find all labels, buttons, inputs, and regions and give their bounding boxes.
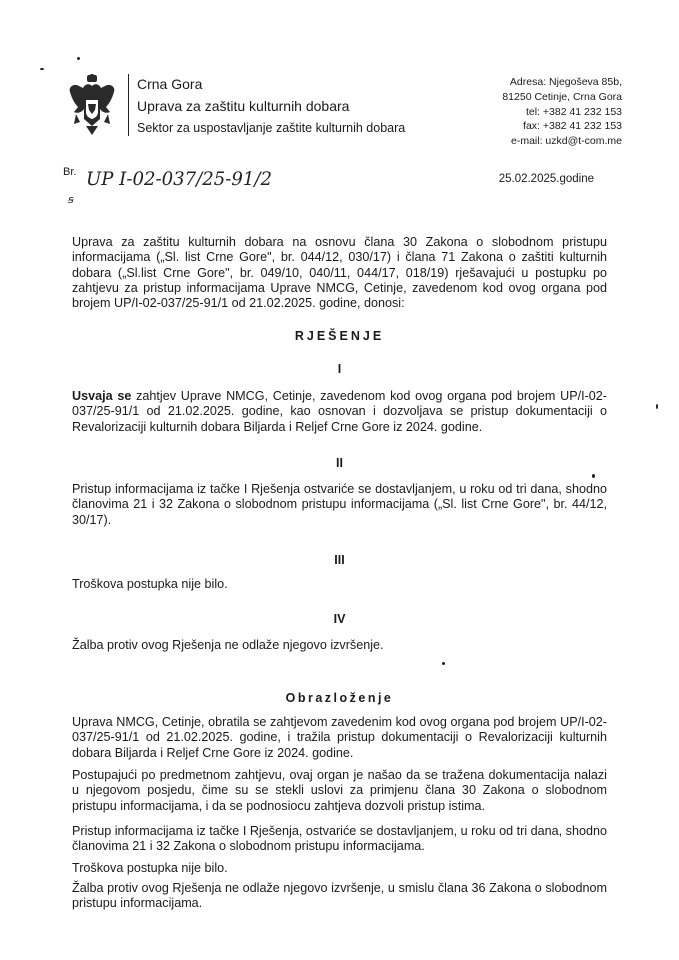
coat-of-arms-icon	[66, 74, 118, 136]
intro-paragraph: Uprava za zaštitu kulturnih dobara na osnovu člana 30 Zakona o slobodnom pristupu informacijama („Sl. list Crne Gore", br. 044/12, 030/17) i člana 71 Zakona o zaštiti kulturnih dobara („Sl.list Crne Gore", br. 049/10, 040/11, 044/17, 018/19) rješavajući u postupku po zahtjevu za pristup informacijama Uprave NMCG, Cetinje, zavedenom kod ovog organa pod brojem UP/I-02-037/25-91/1 od 21.02.2025. godine, donosi:	[72, 235, 607, 311]
section-numeral: II	[336, 456, 343, 470]
handwritten-registry-number	[84, 161, 274, 197]
header-agency: Uprava za zaštitu kulturnih dobara	[137, 98, 350, 114]
reasoning-paragraph: Troškova postupka nije bilo.	[72, 861, 228, 875]
section-text	[72, 389, 607, 435]
section-text: Žalba protiv ovog Rješenja ne odlaže njegovo izvršenje.	[72, 638, 384, 652]
section-body: zahtjev Uprave NMCG, Cetinje, zavedenom kod ovog organa pod brojem UP/I-02-037/25-91/1 od 21.02.2025. godine, kao osnovan i dozvoljava se pristup dokumentaciji o Revalorizaciji kulturnih dobara Biljarda i Reljef Crne Gore iz 2024. godine.	[72, 389, 607, 434]
reasoning-title: Obrazloženje	[285, 691, 394, 705]
phone-line: tel: +382 41 232 153	[525, 105, 622, 118]
reasoning-paragraph: Žalba protiv ovog Rješenja ne odlaže njegovo izvršenje, u smislu člana 36 Zakona o slobodnom pristupu informacijama.	[72, 881, 607, 911]
section-numeral: I	[337, 362, 342, 376]
registry-label: Br.	[63, 166, 77, 178]
fax-line: fax: +382 41 232 153	[523, 120, 622, 133]
header-country: Crna Gora	[137, 76, 203, 92]
section-text: Pristup informacijama iz tačke I Rješenja ostvariće se dostavljanjem, u roku od tri dana, shodno članovima 21 i 32 Zakona o slobodnom pristupu informacijama („Sl. list Crne Gore", br. 44/12, 30/17).	[72, 482, 607, 527]
scan-mark	[592, 474, 595, 478]
scan-mark	[656, 404, 658, 409]
section-numeral: III	[334, 553, 345, 567]
section-numeral: IV	[333, 612, 346, 626]
address-line: 81250 Cetinje, Crna Gora	[502, 90, 622, 103]
scan-mark	[77, 57, 80, 60]
document-date: 25.02.2025.godine	[498, 173, 594, 185]
header-sector: Sektor za uspostavljanje zaštite kulturnih dobara	[137, 121, 406, 135]
reasoning-paragraph: Uprava NMCG, Cetinje, obratila se zahtjevom zavedenim kod ovog organa pod brojem UP/I-02-037/25-91/1 od 21.02.2025. godine, i tražila pristup dokumentaciji o Revalorizaciji kulturnih dobara Biljarda i Reljef Crne Gore iz 2024. godine.	[72, 715, 607, 760]
scan-mark	[442, 662, 445, 665]
reasoning-paragraph: Postupajući po predmetnom zahtjevu, ovaj organ je našao da se tražena dokumentacija nalazi u njegovom posjedu, čime su se stekli uslovi za primjenu člana 30 Zakona o slobodnom pristupu informacijama, i da se podnosiocu zahtjeva dozvoli pristup istima.	[72, 768, 607, 813]
reasoning-paragraph: Pristup informacijama iz tačke I Rješenja, ostvariće se dostavljanjem, u roku od tri dana, shodno članovima 21 i 32 Zakona o slobodnom pristupu informacijama.	[72, 824, 607, 854]
address-line: Adresa: Njegoševa 85b,	[509, 76, 622, 88]
section-lead: Usvaja se	[72, 389, 132, 403]
handwritten-number-text: UP I-02-037/25-91/2	[86, 168, 272, 190]
email-line: e-mail: uzkd@t-com.me	[510, 135, 622, 148]
address-block	[502, 75, 622, 149]
decision-title: RJEŠENJE	[294, 329, 385, 343]
header-divider	[128, 74, 129, 136]
section-text: Troškova postupka nije bilo.	[72, 577, 228, 591]
scan-mark	[40, 68, 44, 70]
scan-mark: ꞩ	[68, 194, 74, 206]
